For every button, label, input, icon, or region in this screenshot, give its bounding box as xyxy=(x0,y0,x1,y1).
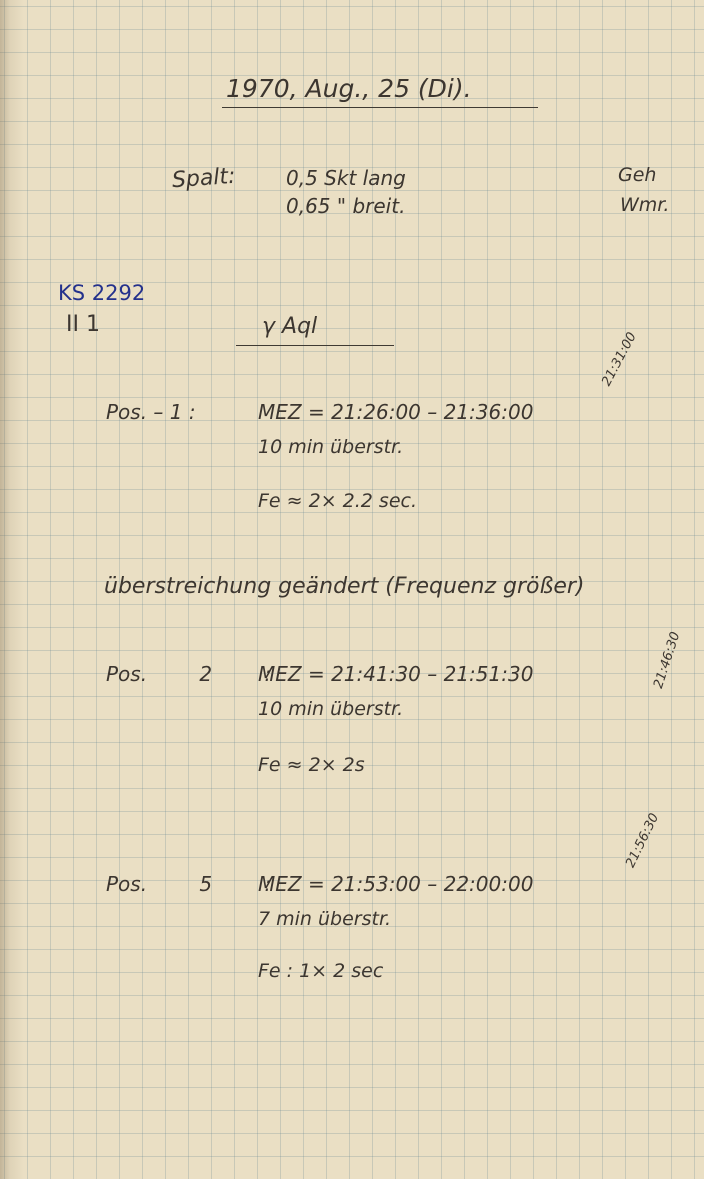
slit-length: 0,5 Skt lang xyxy=(286,166,406,190)
date-underline xyxy=(222,107,538,108)
entry-3-note: 7 min überstr. xyxy=(258,908,392,930)
entry-3-margin-time: 21:56:30 xyxy=(623,811,663,871)
entry-1-note: 10 min überstr. xyxy=(258,436,404,458)
entry-3-iron-exposure: Fe : 1× 2 sec xyxy=(258,960,384,982)
entry-3-position: Pos. 5 : xyxy=(106,872,272,896)
plate-id: KS 2292 xyxy=(58,281,146,305)
plate-code: II 1 xyxy=(66,312,100,337)
entry-2-position: Pos. 2 : xyxy=(106,662,272,686)
entry-2-iron-exposure: Fe ≈ 2× 2s xyxy=(258,754,365,776)
entry-date: 1970, Aug., 25 (Di). xyxy=(226,74,472,103)
entry-1-margin-time: 21:31:00 xyxy=(599,329,640,389)
slit-label: Spalt: xyxy=(171,163,237,194)
observer-initials-2: Wmr. xyxy=(620,194,670,216)
entry-1-position: Pos. – 1 : xyxy=(106,400,196,424)
sweep-change-remark: überstreichung geändert (Frequenz größer) xyxy=(104,574,585,599)
entry-3-time: MEZ = 21:53:00 – 22:00:00 xyxy=(258,872,534,896)
star-name: γ Aql xyxy=(262,314,318,339)
slit-width: 0,65 " breit. xyxy=(286,194,406,218)
entry-2-time: MEZ = 21:41:30 – 21:51:30 xyxy=(258,662,534,686)
entry-1-time: MEZ = 21:26:00 – 21:36:00 xyxy=(258,400,534,424)
entry-1-iron-exposure: Fe ≈ 2× 2.2 sec. xyxy=(258,490,417,512)
star-underline xyxy=(236,345,394,346)
entry-2-margin-time: 21:46:30 xyxy=(651,630,684,691)
observer-initials-1: Geh xyxy=(618,164,657,186)
entry-2-note: 10 min überstr. xyxy=(258,698,404,720)
